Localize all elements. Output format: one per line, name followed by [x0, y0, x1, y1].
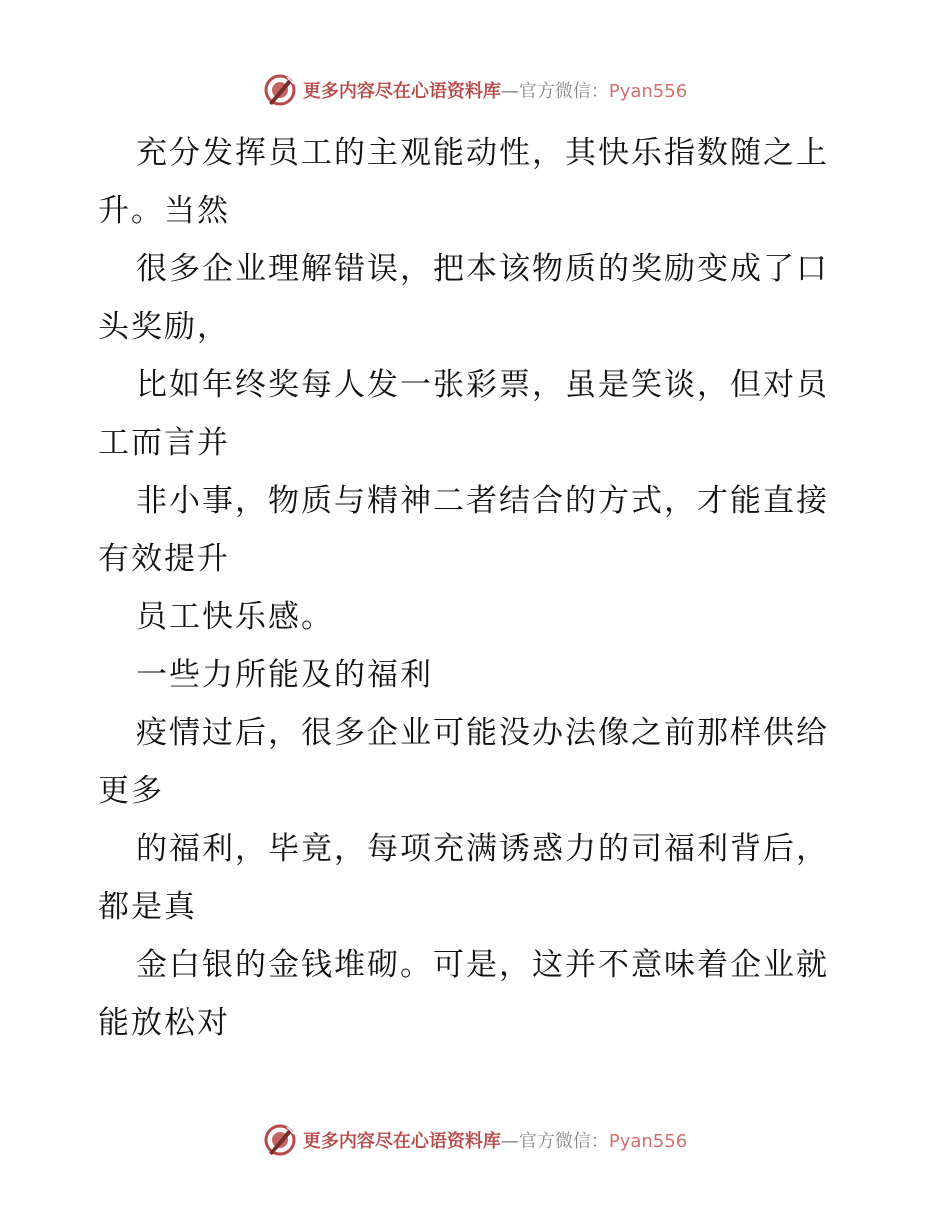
banner-dash: — [500, 1131, 519, 1152]
paragraph-line: 很多企业理解错误，把本该物质的奖励变成了口 [136, 251, 829, 287]
footer-banner-content [263, 1123, 687, 1157]
document-body [98, 124, 858, 1052]
banner-site-name: 更多内容尽在心语资料库 [302, 1131, 501, 1152]
paragraph-line: 升。当然 [98, 193, 230, 229]
paragraph-line: 一些力所能及的福利 [136, 657, 433, 693]
paragraph-line: 更多 [98, 773, 164, 809]
banner-official-label: 官方微信： [518, 81, 609, 102]
footer-banner [0, 1120, 950, 1160]
paragraph-line: 充分发挥员工的主观能动性，其快乐指数随之上 [136, 135, 829, 171]
quill-seal-icon [263, 73, 297, 107]
paragraph-line: 工而言并 [98, 425, 230, 461]
paragraph-line: 能放松对 [98, 1005, 230, 1041]
banner-dash: — [500, 81, 519, 102]
banner-wechat-id: Pyan556 [608, 1131, 688, 1152]
paragraph-line: 头奖励， [98, 309, 230, 345]
paragraph-line: 的福利，毕竟，每项充满诱惑力的司福利背后， [136, 831, 829, 867]
header-banner [0, 70, 950, 110]
banner-official-label: 官方微信： [518, 1131, 609, 1152]
paragraph-line: 比如年终奖每人发一张彩票，虽是笑谈，但对员 [136, 367, 829, 403]
paragraph-line: 都是真 [98, 889, 197, 925]
header-banner-content [263, 73, 687, 107]
banner-wechat-id: Pyan556 [608, 81, 688, 102]
paragraph-line: 非小事，物质与精神二者结合的方式，才能直接 [136, 483, 829, 519]
paragraph-line: 疫情过后，很多企业可能没办法像之前那样供给 [136, 715, 829, 751]
paragraph-line: 员工快乐感。 [136, 599, 334, 635]
paragraph-line: 有效提升 [98, 541, 230, 577]
paragraph-line: 金白银的金钱堆砌。可是，这并不意味着企业就 [136, 947, 829, 983]
quill-seal-icon [263, 1123, 297, 1157]
banner-site-name: 更多内容尽在心语资料库 [302, 81, 501, 102]
